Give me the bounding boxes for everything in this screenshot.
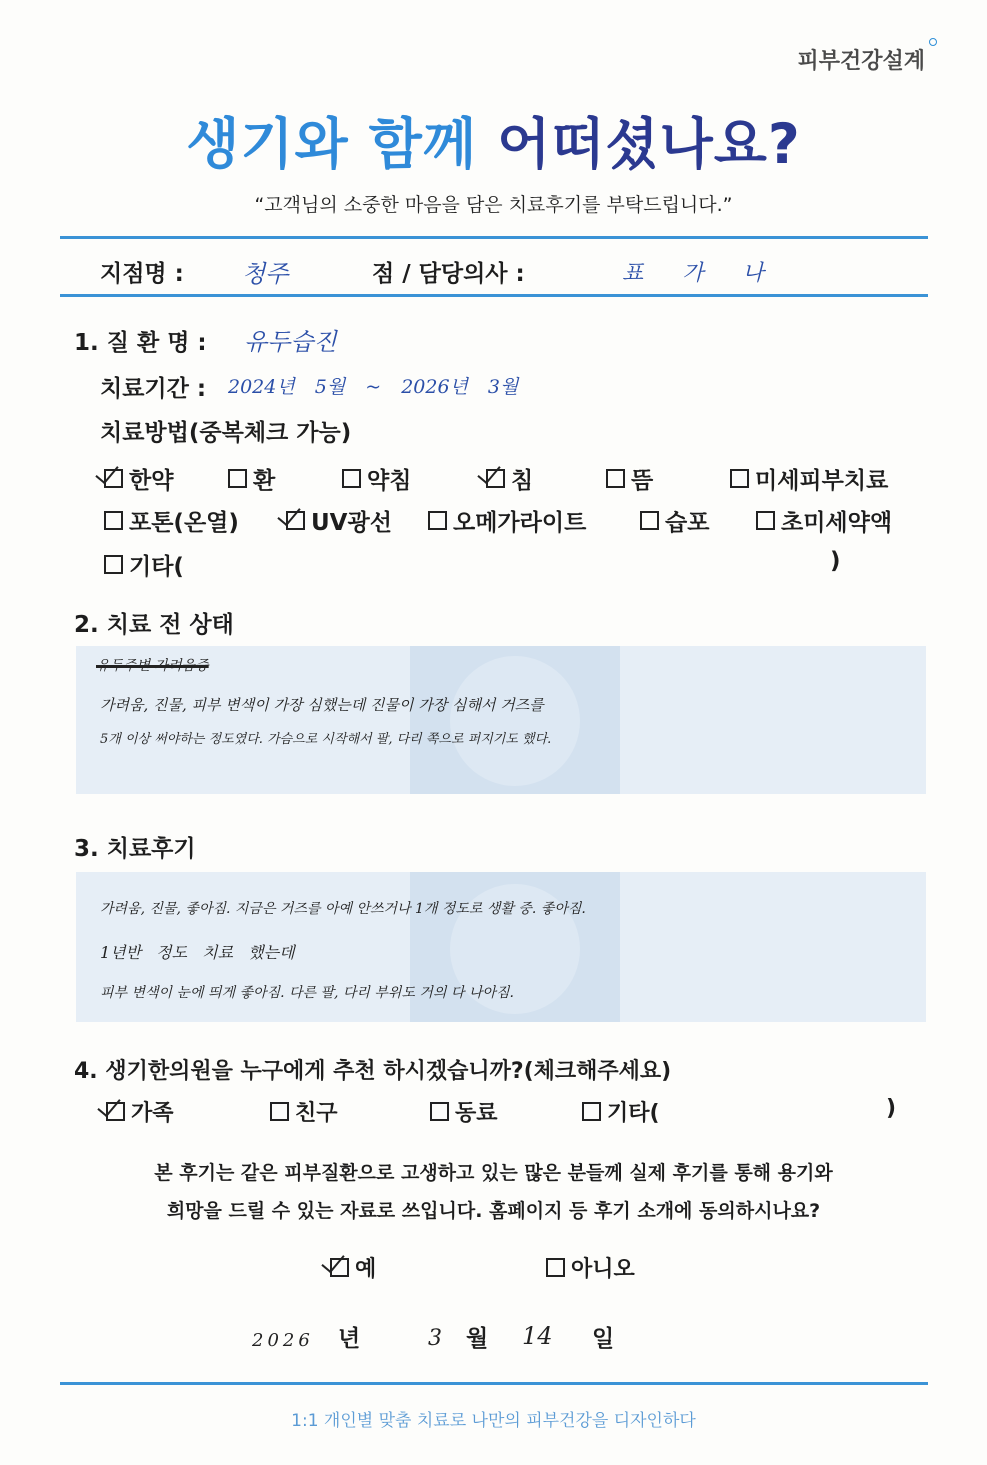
bottom-rule [60,1382,928,1385]
checkbox-checked-icon[interactable] [104,469,123,488]
option-herbal[interactable]: 한약 [104,462,173,495]
consent-line-1: 본 후기는 같은 피부질환으로 고생하고 있는 많은 분들께 실제 후기를 통해 용기와 [154,1162,833,1184]
brand-text: 피부건강설계 [797,49,925,74]
checkbox-checked-icon[interactable] [486,469,505,488]
method-label: 치료방법(중복체크 가능) [100,420,352,446]
date-month[interactable]: 3 [428,1326,442,1351]
watermark-circle [450,656,580,786]
checkbox-icon[interactable] [428,511,447,530]
checkbox-icon[interactable] [730,469,749,488]
title-part1: 생기와 함께 [186,112,498,176]
section4-label: 4. 생기한의원을 누구에게 추천 하시겠습니까?(체크해주세요) [74,1059,672,1084]
checkbox-icon[interactable] [430,1102,449,1121]
checkbox-icon[interactable] [342,469,361,488]
checkbox-checked-icon[interactable] [106,1102,125,1121]
checkbox-icon[interactable] [270,1102,289,1121]
disease-label: 1. 질 환 명 : [74,330,207,356]
period-label: 치료기간 : [100,376,207,402]
doctor-value[interactable]: 표 가 나 [622,261,780,286]
date-year[interactable]: 2026 [252,1330,314,1351]
recommend-other[interactable]: 기타( [582,1096,660,1127]
section3-line-1: 가려움, 진물, 좋아짐. 지금은 거즈를 아예 안쓰거나 1개 정도로 생활 중. 좋아짐. [100,901,586,917]
option-other-close: ) [830,548,841,574]
option-compress[interactable]: 습포 [640,504,709,537]
consent-no[interactable]: 아니오 [546,1252,635,1283]
checkbox-checked-icon[interactable] [286,511,305,530]
date-year-unit: 년 [338,1326,361,1352]
option-other[interactable]: 기타( [104,548,184,581]
recommend-family[interactable]: 가족 [106,1096,174,1127]
option-micro-skin[interactable]: 미세피부치료 [730,462,888,495]
checkbox-icon[interactable] [104,511,123,530]
checkbox-icon[interactable] [546,1258,565,1277]
checkbox-icon[interactable] [228,469,247,488]
option-omega-light[interactable]: 오메가라이트 [428,504,586,537]
section2-crossed-text: 유두주변 가려움증 [96,658,209,674]
branch-label: 지점명 : [100,261,184,287]
doctor-label: 점 / 담당의사 : [372,261,525,287]
subtitle: “고객님의 소중한 마음을 담은 치료후기를 부탁드립니다.” [254,194,733,216]
branch-value[interactable]: 청주 [242,260,289,288]
section2-line-1: 가려움, 진물, 피부 변색이 가장 심했는데 진물이 가장 심해서 거즈를 [100,696,544,714]
section2-line-2: 5개 이상 써야하는 정도였다. 가슴으로 시작해서 팔, 다리 쪽으로 퍼지기도 했다. [100,732,552,747]
brand-dot-icon [929,38,937,46]
option-uv[interactable]: UV광선 [286,504,392,537]
checkbox-checked-icon[interactable] [330,1258,349,1277]
option-pharmacopuncture[interactable]: 약침 [342,462,411,495]
date-month-unit: 월 [466,1326,489,1352]
date-day[interactable]: 14 [522,1322,553,1350]
section3-line-2: 1년반 정도 치료 했는데 [100,943,295,962]
section3-label: 3. 치료후기 [74,836,196,862]
period-value[interactable]: 2024년 5월 ~ 2026년 3월 [228,376,519,398]
option-moxibustion[interactable]: 뜸 [606,462,653,495]
top-rule [60,236,928,239]
checkbox-icon[interactable] [606,469,625,488]
page-title [0,100,987,179]
option-photon[interactable]: 포톤(온열) [104,504,239,537]
mid-rule [60,294,928,297]
checkbox-icon[interactable] [756,511,775,530]
recommend-friend[interactable]: 친구 [270,1096,338,1127]
section2-label: 2. 치료 전 상태 [74,612,234,638]
checkbox-icon[interactable] [104,555,123,574]
footer-slogan: 1:1 개인별 맞춤 치료로 나만의 피부건강을 디자인하다 [291,1411,696,1431]
disease-value[interactable]: 유두습진 [244,328,337,356]
option-ultrafine[interactable]: 초미세약액 [756,504,892,537]
option-pill[interactable]: 환 [228,462,275,495]
title-part2: 어떠셨나요? [497,112,801,176]
date-day-unit: 일 [592,1326,615,1352]
recommend-colleague[interactable]: 동료 [430,1096,498,1127]
consent-line-2: 희망을 드릴 수 있는 자료로 쓰입니다. 홈페이지 등 후기 소개에 동의하시나요? [166,1200,821,1222]
checkbox-icon[interactable] [640,511,659,530]
recommend-other-close: ) [886,1096,897,1121]
section3-line-3: 피부 변색이 눈에 띄게 좋아짐. 다른 팔, 다리 부위도 거의 다 나아짐. [100,985,514,1001]
checkbox-icon[interactable] [582,1102,601,1121]
brand-logo [797,44,925,75]
option-acupuncture[interactable]: 침 [486,462,533,495]
consent-yes[interactable]: 예 [330,1252,376,1283]
